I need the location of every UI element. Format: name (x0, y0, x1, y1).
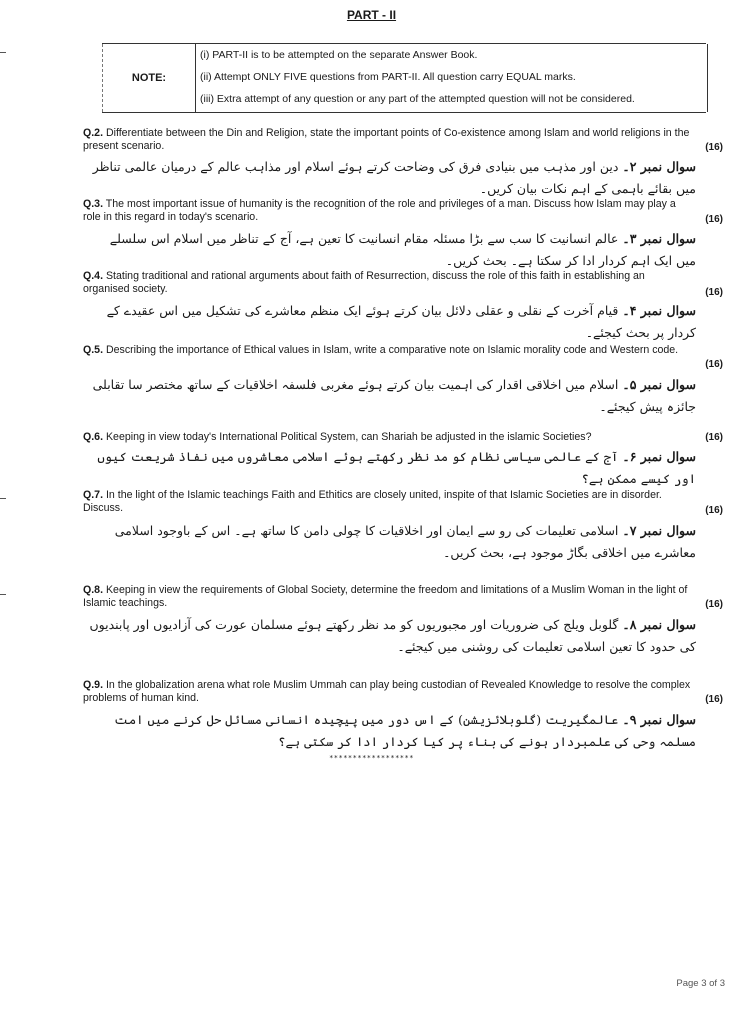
marks: (16) (705, 505, 723, 516)
marks: (16) (705, 287, 723, 298)
scan-edge-mark (0, 52, 6, 53)
question-text: Keeping in view today's International Political System, can Shariah be adjusted in the islamic Societies? (105, 431, 592, 443)
urdu-question-text: گلوبل ویلج کی ضروریات اور مجبوریوں کو مد نظر رکھتے ہوئے مسلمان عورت کی آزادیوں اور پابندیوں کی حدود کا تعین اسلامی تعلیمات کی روشنی میں کیجئے۔ (89, 617, 696, 654)
question-text: In the light of the Islamic teachings Faith and Ethitics are closely united, inspite of that Islamic Societies are in disorder. Discuss. (83, 489, 662, 514)
question-text: In the globalization arena what role Muslim Ummah can play being custodian of Revealed Knowledge to resolve the complex problems of human kind. (83, 679, 691, 704)
question-8 (83, 584, 723, 610)
question-3 (83, 198, 723, 224)
question-6-urdu (86, 446, 696, 490)
question-5 (83, 344, 723, 370)
note-label: NOTE: (102, 44, 195, 112)
question-number: Q.4. (83, 270, 104, 282)
urdu-question-text: آج کے عالمی سیاسی نظام کو مد نظر رکھتے ہوئے اسلامی معاشروں میں نفاذ شریعت کیوں اور کیسے ممکن ہے؟ (97, 449, 696, 486)
question-2 (83, 127, 723, 153)
question-6 (83, 431, 723, 444)
scan-edge-mark (0, 498, 6, 499)
urdu-question-label: سوال نمبر ۷۔ (622, 523, 696, 538)
question-4 (83, 270, 723, 296)
urdu-question-text: اسلامی تعلیمات کی رو سے ایمان اور اخلاقیات کا چولی دامن کا ساتھ ہے۔ اس کے باوجود اسلامی معاشرے میں اخلاقی بگاڑ موجود ہے، بحث کریں۔ (114, 523, 696, 560)
question-text: The most important issue of humanity is the recognition of the role and privileges of a man. Discuss how Islam may play a role in this regard in today's scenario. (83, 198, 676, 223)
question-5-urdu (86, 374, 696, 418)
question-number: Q.3. (83, 198, 104, 210)
note-line-1: (i) PART-II is to be attempted on the separate Answer Book. (200, 49, 478, 61)
note-box (102, 43, 706, 113)
urdu-question-text: دین اور مذہب میں بنیادی فرق کی وضاحت کرتے ہوئے اسلام اور مذاہب عالم کے درمیان عالمی تناظر میں بقائے باہمی کے اہم نکات بیان کریں۔ (92, 159, 696, 196)
urdu-question-text: قیام آخرت کے نقلی و عقلی دلائل بیان کرتے ہوئے ایک منظم معاشرے کی تشکیل میں اس عقیدے کے کردار پر بحث کیجئے۔ (106, 303, 696, 340)
urdu-question-text: اسلام میں اخلاقی اقدار کی اہمیت بیان کرتے ہوئے مغربی فلسفہ اخلاقیات کے ساتھ مختصر سا تقابلی جائزہ پیش کیجئے۔ (92, 377, 696, 414)
marks: (16) (705, 694, 723, 705)
question-number: Q.9. (83, 679, 104, 691)
end-marker: ****************** (329, 754, 414, 762)
urdu-question-text: عالمگیریت (گلوبلائزیشن) کے اس دور میں پیچیدہ انسانی مسائل حل کرنے میں امت مسلمہ وحی کی علمبردار ہونے کی بناء پر کیا کردار ادا کر سکتی ہے؟ (114, 712, 696, 749)
question-text: Keeping in view the requirements of Global Society, determine the freedom and limitations of a Muslim Woman in the light of Islamic teachings. (83, 584, 688, 609)
question-9 (83, 679, 723, 705)
marks: (16) (705, 432, 723, 443)
marks: (16) (705, 359, 723, 370)
question-2-urdu (86, 156, 696, 200)
question-3-urdu (86, 228, 696, 272)
note-line-3: (iii) Extra attempt of any question or any part of the attempted question will not be considered. (200, 93, 635, 105)
question-number: Q.8. (83, 584, 104, 596)
note-line-2: (ii) Attempt ONLY FIVE questions from PART-II. All question carry EQUAL marks. (200, 71, 576, 83)
page-number: Page 3 of 3 (676, 978, 725, 989)
scan-edge-mark (0, 594, 6, 595)
urdu-question-label: سوال نمبر ۴۔ (622, 303, 696, 318)
urdu-question-label: سوال نمبر ۸۔ (622, 617, 696, 632)
question-9-urdu (86, 709, 696, 753)
urdu-question-label: سوال نمبر ۶۔ (622, 449, 696, 464)
question-text: Describing the importance of Ethical values in Islam, write a comparative note on Islamic morality code and Western code. (105, 344, 679, 356)
question-7-urdu (86, 520, 696, 564)
question-text: Stating traditional and rational arguments about faith of Resurrection, discuss the role of this faith in establishing an organised society. (83, 270, 645, 295)
question-number: Q.7. (83, 489, 104, 501)
question-number: Q.6. (83, 431, 104, 443)
question-number: Q.2. (83, 127, 104, 139)
urdu-question-text: عالم انسانیت کا سب سے بڑا مسئلہ مقام انسانیت کا تعین ہے، آج کے تناظر میں اسلام اس سلسلے میں ایک اہم کردار ادا کر سکتا ہے۔ بحث کریں۔ (109, 231, 696, 268)
question-4-urdu (86, 300, 696, 344)
urdu-question-label: سوال نمبر ۲۔ (622, 159, 696, 174)
urdu-question-label: سوال نمبر ۳۔ (622, 231, 696, 246)
question-number: Q.5. (83, 344, 104, 356)
page-title (0, 8, 743, 22)
question-text: Differentiate between the Din and Religion, state the important points of Co-existence among Islam and world religions in the present scenario. (83, 127, 690, 152)
urdu-question-label: سوال نمبر ۹۔ (622, 712, 696, 727)
note-items (195, 44, 708, 112)
urdu-question-label: سوال نمبر ۵۔ (622, 377, 696, 392)
question-8-urdu (86, 614, 696, 658)
marks: (16) (705, 142, 723, 153)
part-heading: PART - II (346, 8, 397, 22)
marks: (16) (705, 214, 723, 225)
question-7 (83, 489, 723, 515)
marks: (16) (705, 599, 723, 610)
